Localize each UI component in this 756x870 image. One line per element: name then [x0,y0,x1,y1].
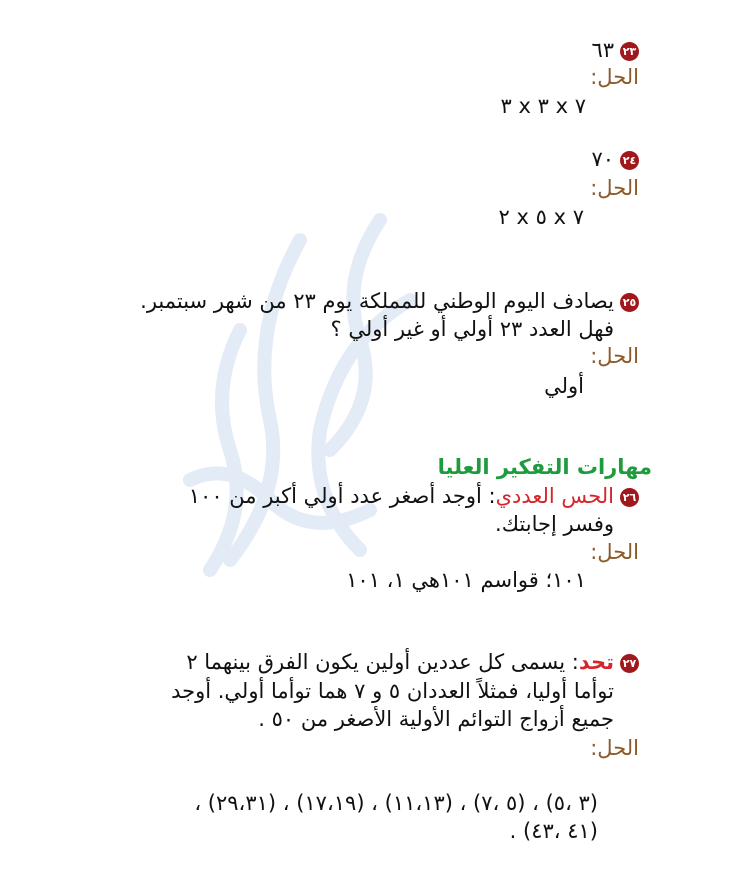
problem-answer: ٧ x ٥ x ٢ [498,205,584,229]
problem-question-line2: وفسر إجابتك. [495,512,614,536]
solution-label: الحل: [590,176,639,200]
problem-answer-line2: (٤١ ،٤٣) . [509,819,598,843]
problem-question: ٦٣ [591,38,614,62]
problem-answer: ١٠١؛ قواسم ١٠١هي ١، ١٠١ [346,568,586,592]
problem-answer: (٣ ،٥) ، (٥ ،٧) ، (١١،١٣) ، (١٧،١٩) ، (٢٩،٣١) ، [194,791,598,815]
problem-question-line2: فهل العدد ٢٣ أولي أو غير أولي ؟ [330,317,614,341]
problem-answer: ٧ x ٣ x ٣ [500,94,586,118]
skill-label: تحد [578,650,614,674]
problem-question-line2: توأما أوليا، فمثلاً العددان ٥ و ٧ هما توأما أولي. أوجد [171,679,614,703]
problem-question: : يسمى كل عددين أولين يكون الفرق بينهما ٢ [186,650,579,674]
problem-question-line3: جميع أزواج التوائم الأولية الأصغر من ٥٠ . [258,707,614,731]
skill-label: الحس العددي [495,484,614,508]
solution-label: الحل: [590,736,639,760]
solution-label: الحل: [590,540,639,564]
problem-number-badge: ٢٦ [620,488,639,507]
problem-answer: أولي [544,374,584,398]
problem-number-badge: ٢٤ [620,151,639,170]
section-title: مهارات التفكير العليا [437,455,652,479]
problem-question: ٧٠ [591,147,614,171]
problem-question: يصادف اليوم الوطني للمملكة يوم ٢٣ من شهر سبتمبر. [140,289,614,313]
problem-question: : أوجد أصغر عدد أولي أكبر من ١٠٠ [188,484,496,508]
solution-label: الحل: [590,344,639,368]
problem-number-badge: ٢٧ [620,654,639,673]
problem-number-badge: ٢٥ [620,293,639,312]
solution-label: الحل: [590,65,639,89]
problem-number-badge: ٢٣ [620,42,639,61]
